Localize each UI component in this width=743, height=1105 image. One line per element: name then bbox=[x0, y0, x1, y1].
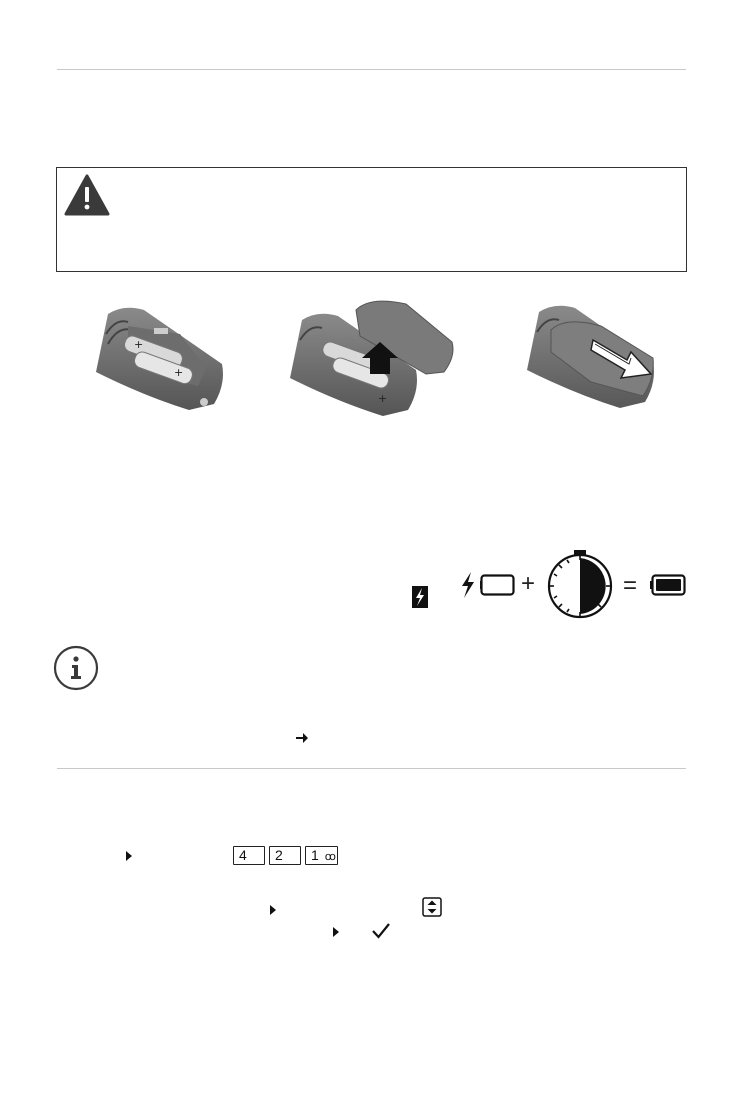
warning-box bbox=[56, 167, 687, 272]
confirm-pointer-icon bbox=[333, 927, 339, 937]
battery-cover-illustration bbox=[286, 296, 458, 418]
warning-triangle-icon bbox=[64, 174, 110, 216]
checkmark-icon[interactable] bbox=[371, 922, 391, 940]
right-arrow-icon bbox=[295, 732, 309, 744]
empty-battery-icon bbox=[480, 574, 518, 596]
voicemail-icon: ꝏ bbox=[324, 851, 336, 863]
navigation-key-updown-icon[interactable] bbox=[422, 897, 442, 917]
full-battery-icon bbox=[648, 574, 686, 596]
charging-bolt-icon bbox=[411, 585, 429, 609]
info-circle-icon bbox=[53, 645, 99, 691]
charging-bolt-small-icon bbox=[458, 571, 478, 599]
cover-slide-illustration bbox=[521, 300, 659, 408]
plus-sign: + bbox=[521, 570, 536, 597]
svg-text:+: + bbox=[378, 392, 388, 405]
key-4[interactable]: 4 bbox=[233, 846, 265, 865]
key-1[interactable]: 1 ꝏ bbox=[305, 846, 338, 865]
section-rule bbox=[57, 768, 686, 769]
svg-text:+: + bbox=[174, 366, 184, 379]
key-2[interactable]: 2 bbox=[269, 846, 301, 865]
battery-insert-illustration bbox=[94, 304, 230, 412]
header-rule bbox=[57, 69, 686, 70]
clock-icon bbox=[546, 550, 614, 620]
menu-pointer-icon bbox=[126, 851, 132, 861]
svg-text:+: + bbox=[134, 338, 144, 351]
step-pointer-icon bbox=[270, 905, 276, 915]
equals-sign: = bbox=[623, 572, 638, 599]
